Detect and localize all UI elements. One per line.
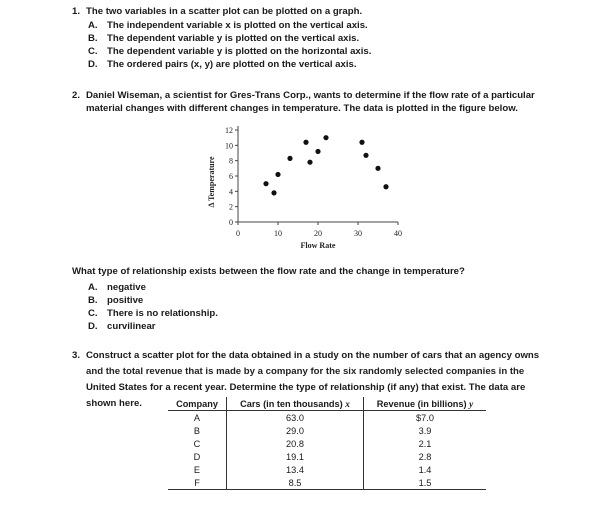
q2-option-b: positive [107, 295, 144, 306]
q2-option-c-letter: C. [88, 308, 98, 319]
cell-cars: 13.4 [227, 463, 364, 476]
data-point [263, 181, 268, 186]
q2-option-d-letter: D. [88, 321, 98, 332]
y-tick-label: 8 [229, 156, 233, 166]
cell-revenue: $7.0 [416, 412, 434, 423]
cell-revenue: 2.8 [418, 451, 432, 462]
cell-cars: 29.0 [227, 424, 364, 437]
table-row [168, 437, 486, 450]
table-row [168, 424, 486, 437]
cell-company: C [168, 437, 227, 450]
question-1-number: 1. [72, 6, 81, 17]
question-2-prompt: What type of relationship exists between the flow rate and the change in temperature? [72, 266, 465, 277]
data-point [287, 156, 292, 161]
y-tick-label: 10 [225, 141, 233, 151]
data-point [323, 135, 328, 140]
q2-option-b-letter: B. [88, 295, 98, 306]
revenue-table [168, 397, 486, 490]
x-tick-label: 40 [394, 229, 402, 238]
table-row [168, 476, 486, 490]
header-cars-label: Cars (in ten thousands) [240, 398, 343, 409]
question-3-stem-line4: shown here. [86, 398, 142, 409]
question-1-stem: The two variables in a scatter plot can be plotted on a graph. [86, 6, 363, 17]
q3-line3-part-a: United States for a recent year. [86, 382, 230, 393]
header-x-symbol: x [345, 398, 350, 409]
header-revenue-label: Revenue (in billions) [376, 398, 467, 409]
cell-company: F [168, 476, 227, 490]
x-tick-label: 0 [236, 229, 240, 238]
q3-line3-part-c: (if any) that exist. The data are [384, 382, 526, 393]
cell-revenue: 2.1 [418, 438, 432, 449]
question-2-stem-line2: material changes with different changes in temperature. The data is plotted in the figure below. [86, 103, 518, 114]
y-tick-label: 4 [229, 187, 233, 197]
table-row [168, 463, 486, 476]
data-point [303, 140, 308, 145]
q2-option-a: negative [107, 282, 146, 293]
cell-revenue: 3.9 [418, 425, 432, 436]
table-row [168, 411, 486, 425]
data-point [383, 184, 388, 189]
q2-option-a-letter: A. [88, 282, 98, 293]
header-revenue [364, 397, 487, 411]
q1-option-c: The dependent variable y is plotted on the horizontal axis. [107, 46, 372, 57]
x-tick-label: 20 [314, 229, 322, 238]
q1-option-d: The ordered pairs (x, y) are plotted on the vertical axis. [107, 59, 357, 70]
y-tick-label: 6 [229, 172, 233, 181]
header-cars [227, 397, 364, 411]
y-tick-label: 0 [229, 218, 233, 227]
data-point [375, 166, 380, 171]
cell-cars: 19.1 [227, 450, 364, 463]
x-tick-label: 30 [354, 229, 362, 238]
q1-option-d-letter: D. [88, 59, 98, 70]
q1-option-a: The independent variable x is plotted on the vertical axis. [107, 20, 368, 31]
cell-revenue: 1.4 [418, 464, 432, 475]
question-3-stem-line1: Construct a scatter plot for the data obtained in a study on the number of cars that an agency owns [86, 350, 540, 361]
question-3-stem-line3 [86, 382, 525, 394]
question-3-number: 3. [72, 350, 81, 361]
table-row [168, 450, 486, 463]
scatter-plot [200, 118, 420, 260]
cell-company: D [168, 450, 227, 463]
x-axis-label: Flow Rate [300, 241, 336, 250]
question-2-stem-line1: Daniel Wiseman, a scientist for Gres-Trans Corp., wants to determine if the flow rate of a particular [86, 90, 535, 101]
header-company: Company [168, 397, 227, 411]
q1-option-b: The dependent variable y is plotted on the vertical axis. [107, 33, 360, 44]
data-point [363, 153, 368, 158]
table-header-row [168, 397, 486, 411]
question-3-stem-line2: and the total revenue that is made by a company for the six randomly selected companies in the [86, 366, 525, 377]
cell-company: A [168, 411, 227, 425]
cell-cars: 63.0 [227, 411, 364, 425]
y-axis-label: Δ Temperature [207, 156, 216, 208]
q2-option-d: curvilinear [107, 321, 156, 332]
data-point [271, 190, 276, 195]
y-tick-label: 2 [229, 202, 233, 212]
data-point [275, 172, 280, 177]
question-2-number: 2. [72, 90, 81, 101]
x-tick-label: 10 [274, 229, 282, 238]
data-point [359, 140, 364, 145]
cell-cars: 20.8 [227, 437, 364, 450]
q2-option-c: There is no relationship. [107, 308, 218, 319]
y-tick-label: 12 [225, 126, 233, 135]
cell-company: E [168, 463, 227, 476]
header-y-symbol: y [469, 398, 474, 409]
data-point [307, 160, 312, 165]
cell-revenue: 1.5 [364, 476, 487, 490]
data-point [315, 149, 320, 154]
cell-cars: 8.5 [227, 476, 364, 490]
q1-option-a-letter: A. [88, 20, 98, 31]
q1-option-b-letter: B. [88, 33, 98, 44]
q1-option-c-letter: C. [88, 46, 98, 57]
q3-line3-emphasis: Determine the type of relationship [229, 382, 385, 393]
cell-company: B [168, 424, 227, 437]
